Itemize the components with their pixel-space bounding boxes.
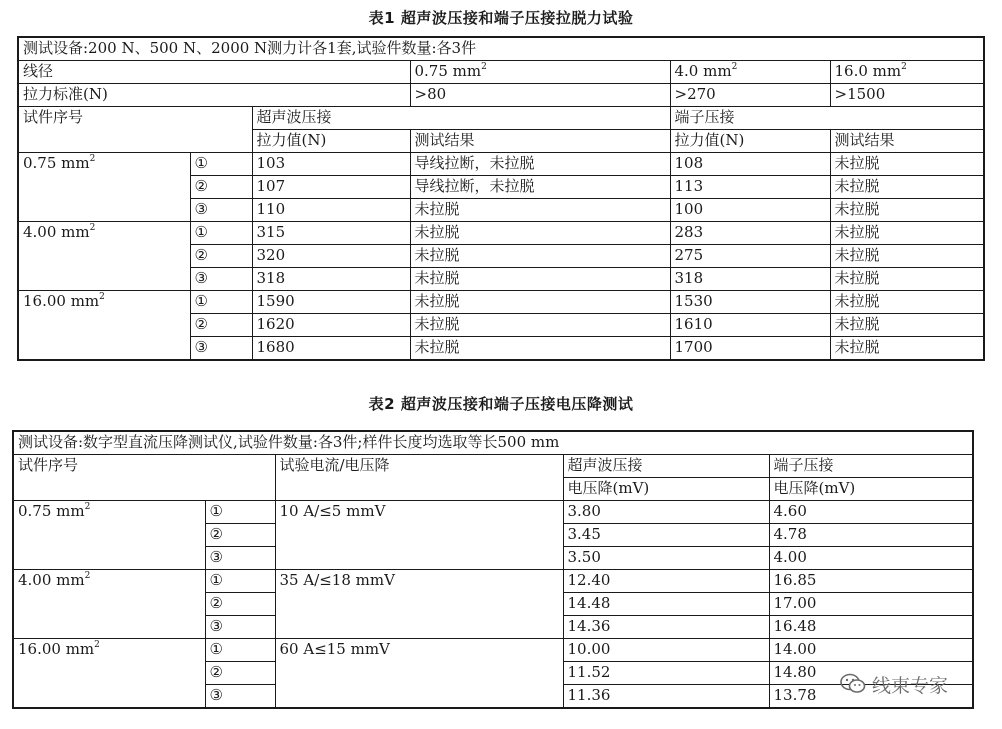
voltage-drop-table <box>12 430 974 709</box>
wire-size-label: 线径 <box>18 61 410 84</box>
group-size: 4.00 $mm^2$ <box>13 570 205 639</box>
terminal-force: 108 <box>670 153 830 176</box>
terminal-force: 318 <box>670 268 830 291</box>
specimen-number: ② <box>190 314 252 337</box>
specimen-number: ① <box>190 153 252 176</box>
pull-standard-label: 拉力标准(N) <box>18 84 410 107</box>
terminal-result: 未拉脱 <box>830 291 984 314</box>
specimen-number: ② <box>205 662 275 685</box>
wire-size-value: 4.0 $mm^2$ <box>670 61 830 84</box>
terminal-vdrop: 16.85 <box>769 570 973 593</box>
ultrasonic-force: 1680 <box>252 337 410 361</box>
terminal-vdrop: 4.00 <box>769 547 973 570</box>
terminal-vdrop: 17.00 <box>769 593 973 616</box>
specimen-number: ① <box>190 222 252 245</box>
specimen-number: ③ <box>190 337 252 361</box>
test-current: 35 A/≤18 mmV <box>275 570 563 639</box>
terminal-vdrop: 14.80 <box>769 662 973 685</box>
ultrasonic-result: 导线拉断，未拉脱 <box>410 153 670 176</box>
ultrasonic-force: 110 <box>252 199 410 222</box>
vdrop-header: 电压降(mV) <box>769 478 973 501</box>
ultrasonic-vdrop: 10.00 <box>563 639 769 662</box>
specimen-number: ③ <box>205 616 275 639</box>
ultrasonic-force: 107 <box>252 176 410 199</box>
group-size: 0.75 $mm^2$ <box>13 501 205 570</box>
ultrasonic-vdrop: 3.50 <box>563 547 769 570</box>
group-size: 16.00 $mm^2$ <box>13 639 205 709</box>
ultrasonic-vdrop: 14.48 <box>563 593 769 616</box>
specimen-number: ② <box>190 245 252 268</box>
group-size: 4.00 $mm^2$ <box>18 222 190 291</box>
equipment-row: 测试设备:200 N、500 N、2000 N测力计各1套,试验件数量:各3件 <box>18 37 984 61</box>
ultrasonic-force: 103 <box>252 153 410 176</box>
ultrasonic-vdrop: 3.45 <box>563 524 769 547</box>
specimen-number: ③ <box>205 547 275 570</box>
terminal-header: 端子压接 <box>670 107 984 130</box>
ultrasonic-vdrop: 3.80 <box>563 501 769 524</box>
terminal-vdrop: 14.00 <box>769 639 973 662</box>
force-header: 拉力值(N) <box>670 130 830 153</box>
vdrop-header: 电压降(mV) <box>563 478 769 501</box>
terminal-result: 未拉脱 <box>830 222 984 245</box>
ultrasonic-result: 未拉脱 <box>410 222 670 245</box>
specimen-label: 试件序号 <box>13 455 275 501</box>
result-header: 测试结果 <box>830 130 984 153</box>
force-header: 拉力值(N) <box>252 130 410 153</box>
specimen-number: ③ <box>190 199 252 222</box>
terminal-force: 113 <box>670 176 830 199</box>
specimen-number: ① <box>190 291 252 314</box>
ultrasonic-vdrop: 12.40 <box>563 570 769 593</box>
table2-caption: 表2 超声波压接和端子压接电压降测试 <box>368 395 634 413</box>
terminal-vdrop: 4.60 <box>769 501 973 524</box>
pull-standard-value: >80 <box>410 84 670 107</box>
terminal-force: 100 <box>670 199 830 222</box>
terminal-vdrop: 16.48 <box>769 616 973 639</box>
specimen-number: ① <box>205 570 275 593</box>
terminal-vdrop: 13.78 <box>769 685 973 709</box>
ultrasonic-force: 315 <box>252 222 410 245</box>
terminal-result: 未拉脱 <box>830 199 984 222</box>
specimen-number: ② <box>205 593 275 616</box>
specimen-number: ① <box>205 639 275 662</box>
ultrasonic-result: 未拉脱 <box>410 314 670 337</box>
wire-size-value: 16.0 $mm^2$ <box>830 61 984 84</box>
ultrasonic-force: 1620 <box>252 314 410 337</box>
terminal-header: 端子压接 <box>769 455 973 478</box>
ultrasonic-header: 超声波压接 <box>563 455 769 478</box>
terminal-result: 未拉脱 <box>830 337 984 361</box>
ultrasonic-vdrop: 11.52 <box>563 662 769 685</box>
terminal-result: 未拉脱 <box>830 245 984 268</box>
terminal-result: 未拉脱 <box>830 176 984 199</box>
equipment-row: 测试设备:数字型直流压降测试仪,试验件数量:各3件;样件长度均选取等长500 mm <box>13 431 973 455</box>
terminal-force: 275 <box>670 245 830 268</box>
specimen-number: ② <box>190 176 252 199</box>
ultrasonic-force: 318 <box>252 268 410 291</box>
specimen-number: ③ <box>190 268 252 291</box>
specimen-number: ① <box>205 501 275 524</box>
ultrasonic-header: 超声波压接 <box>252 107 670 130</box>
ultrasonic-result: 未拉脱 <box>410 199 670 222</box>
terminal-force: 1610 <box>670 314 830 337</box>
wire-size-value: 0.75 $mm^2$ <box>410 61 670 84</box>
terminal-force: 283 <box>670 222 830 245</box>
ultrasonic-force: 320 <box>252 245 410 268</box>
specimen-number: ② <box>205 524 275 547</box>
specimen-number: ③ <box>205 685 275 709</box>
ultrasonic-result: 导线拉断，未拉脱 <box>410 176 670 199</box>
pull-standard-value: >270 <box>670 84 830 107</box>
terminal-vdrop: 4.78 <box>769 524 973 547</box>
ultrasonic-vdrop: 14.36 <box>563 616 769 639</box>
watermark-text: 线束专家 <box>872 674 949 697</box>
result-header: 测试结果 <box>410 130 670 153</box>
watermark <box>840 668 975 700</box>
terminal-result: 未拉脱 <box>830 153 984 176</box>
terminal-result: 未拉脱 <box>830 268 984 291</box>
terminal-force: 1700 <box>670 337 830 361</box>
group-size: 0.75 $mm^2$ <box>18 153 190 222</box>
test-current: 60 A≤15 mmV <box>275 639 563 709</box>
terminal-force: 1530 <box>670 291 830 314</box>
ultrasonic-result: 未拉脱 <box>410 291 670 314</box>
table1-caption: 表1 超声波压接和端子压接拉脱力试验 <box>368 9 634 27</box>
ultrasonic-result: 未拉脱 <box>410 337 670 361</box>
ultrasonic-result: 未拉脱 <box>410 268 670 291</box>
ultrasonic-vdrop: 11.36 <box>563 685 769 709</box>
test-current: 10 A/≤5 mmV <box>275 501 563 570</box>
group-size: 16.00 $mm^2$ <box>18 291 190 361</box>
current-header: 试验电流/电压降 <box>275 455 563 501</box>
wechat-icon <box>840 673 866 695</box>
specimen-label: 试件序号 <box>18 107 252 153</box>
ultrasonic-force: 1590 <box>252 291 410 314</box>
pull-standard-value: >1500 <box>830 84 984 107</box>
ultrasonic-result: 未拉脱 <box>410 245 670 268</box>
pull-force-table <box>17 36 985 361</box>
terminal-result: 未拉脱 <box>830 314 984 337</box>
